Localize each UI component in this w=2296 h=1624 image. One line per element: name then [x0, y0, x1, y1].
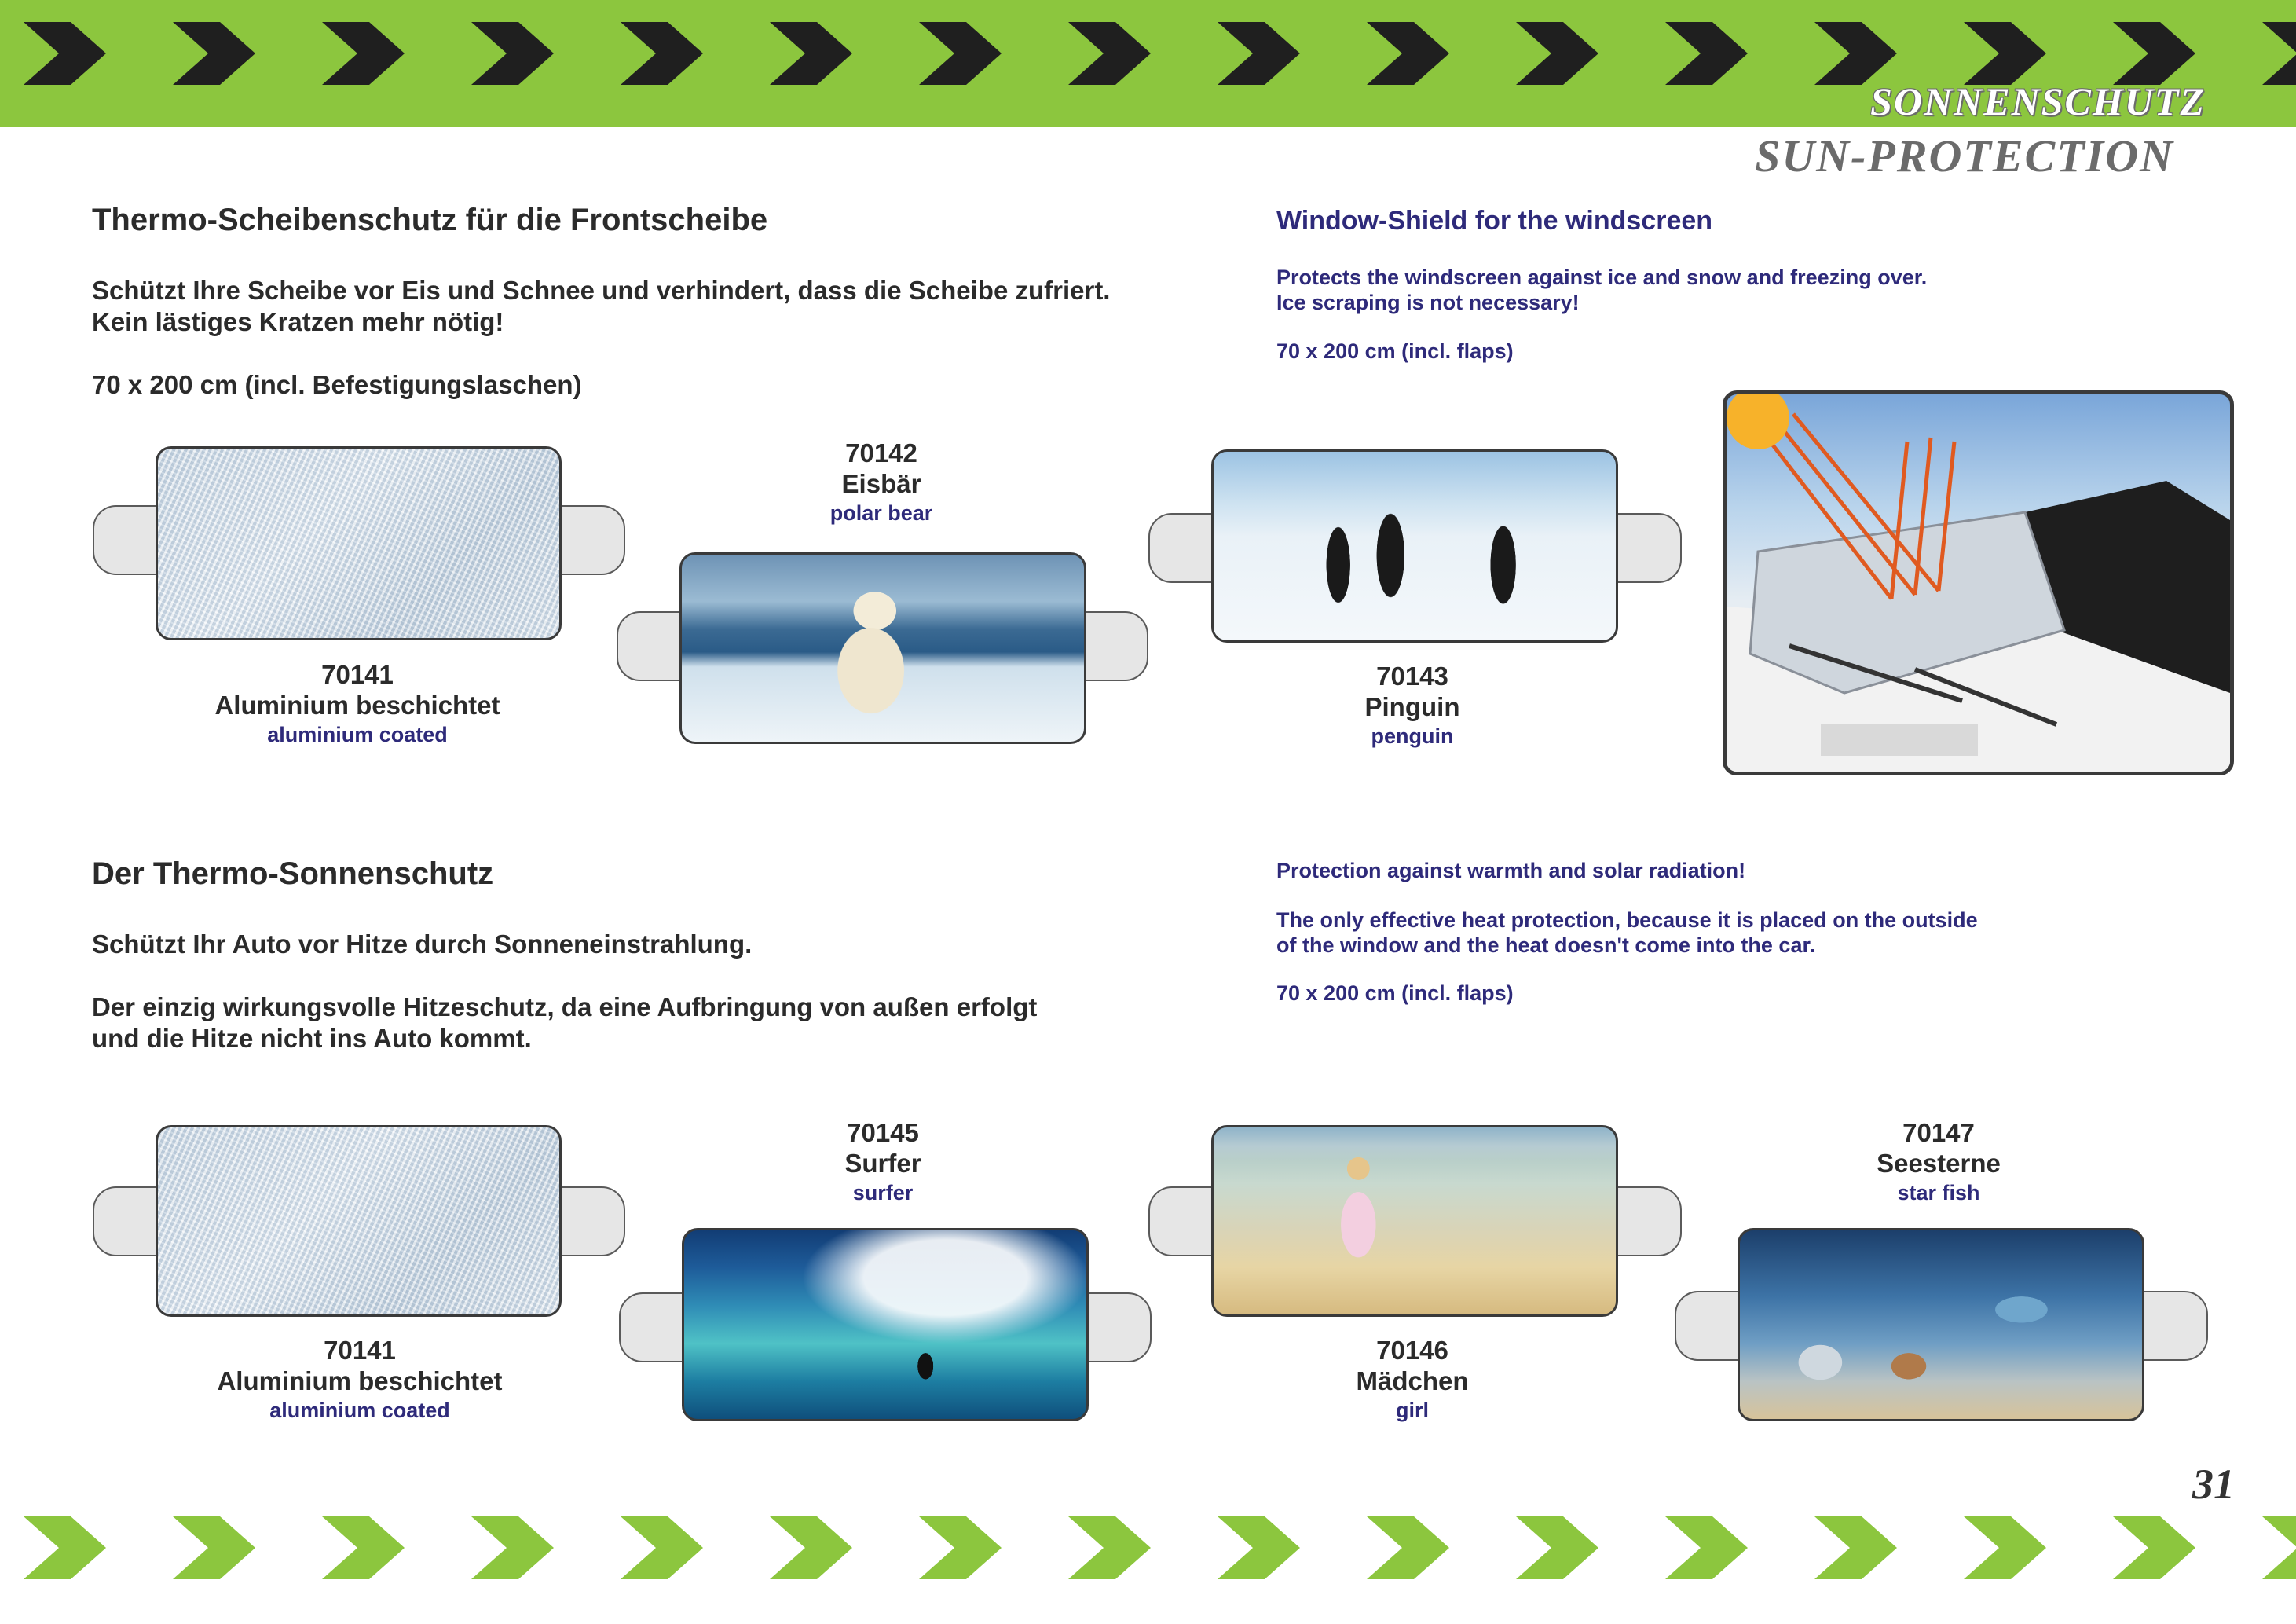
- chevron-shape: [1665, 1516, 1748, 1579]
- chevron-shape: [770, 1516, 852, 1579]
- chevron-shape: [621, 1516, 703, 1579]
- page-number: 31: [2192, 1461, 2235, 1508]
- chevron-shape: [1516, 22, 1598, 85]
- product-name-en: aluminium coated: [269, 1399, 450, 1422]
- section2-title-de: Der Thermo-Sonnenschutz: [92, 856, 494, 891]
- chevron-shape: [1367, 1516, 1449, 1579]
- section1-text-en-1: Protects the windscreen against ice and snow and freezing over.: [1276, 266, 1928, 289]
- product-name-en: surfer: [852, 1181, 914, 1204]
- chevron-shape: [173, 22, 255, 85]
- shield-image-surfer: [682, 1228, 1089, 1421]
- section2-text-en-2: The only effective heat protection, because it is placed on the outside: [1276, 908, 1978, 932]
- chevron-shape: [1218, 1516, 1300, 1579]
- chevron-shape: [919, 1516, 1002, 1579]
- product-name-en: penguin: [1371, 724, 1454, 748]
- shield-image-aluminium: [156, 1125, 562, 1317]
- product-caption-70141: [161, 660, 554, 748]
- section2-text-en-3: of the window and the heat doesn't come into the car.: [1276, 933, 1815, 957]
- product-name-en: girl: [1395, 1399, 1429, 1422]
- section2-size-en: 70 x 200 cm (incl. flaps): [1276, 981, 1514, 1005]
- chevron-shape: [2113, 1516, 2195, 1579]
- section1-text-de-1: Schützt Ihre Scheibe vor Eis und Schnee und verhindert, dass die Scheibe zufriert.: [92, 276, 1111, 305]
- product-number: 70141: [324, 1336, 396, 1365]
- section2-text-de-3: und die Hitze nicht ins Auto kommt.: [92, 1024, 532, 1053]
- product-name-de: Surfer: [844, 1149, 921, 1178]
- product-name-de: Eisbär: [841, 469, 921, 498]
- product-number: 70141: [321, 660, 394, 689]
- product-caption-70147: [1742, 1118, 2135, 1206]
- product-name-de: Mädchen: [1356, 1366, 1469, 1395]
- chevron-shape: [919, 22, 1002, 85]
- product-number: 70147: [1902, 1118, 1975, 1147]
- chevron-shape: [1814, 1516, 1897, 1579]
- chevron-shape: [1218, 22, 1300, 85]
- chevron-shape: [1068, 1516, 1151, 1579]
- chevron-shape: [2262, 22, 2296, 85]
- section2-text-de-2: Der einzig wirkungsvolle Hitzeschutz, da eine Aufbringung von außen erfolgt: [92, 992, 1038, 1021]
- section1-text-de-2: Kein lästiges Kratzen mehr nötig!: [92, 307, 504, 336]
- chevron-shape: [1964, 22, 2046, 85]
- section1-title-de: Thermo-Scheibenschutz für die Frontscheibe: [92, 203, 768, 237]
- product-caption-70141-b: [163, 1336, 556, 1424]
- chevron-shape: [322, 22, 405, 85]
- chevron-shape: [2113, 22, 2195, 85]
- chevron-shape: [1516, 1516, 1598, 1579]
- chevron-shape: [471, 22, 554, 85]
- section1-text-en-2: Ice scraping is not necessary!: [1276, 291, 1580, 314]
- product-name-de: Aluminium beschichtet: [217, 1366, 503, 1395]
- shield-image-penguin: [1211, 449, 1618, 643]
- chevron-shape: [471, 1516, 554, 1579]
- section1-size-en: 70 x 200 cm (incl. flaps): [1276, 339, 1514, 363]
- chevron-shape: [621, 22, 703, 85]
- chevron-shape: [1367, 22, 1449, 85]
- product-caption-70143: [1216, 662, 1609, 750]
- shield-image-aluminium: [156, 446, 562, 640]
- chevron-shape: [1814, 22, 1897, 85]
- chevron-shape: [322, 1516, 405, 1579]
- bottom-chevron-band: [0, 1510, 2296, 1624]
- product-number: 70143: [1376, 662, 1448, 691]
- section2-text-en-1: Protection against warmth and solar radiation!: [1276, 859, 1746, 882]
- product-name-de: Aluminium beschichtet: [214, 691, 500, 720]
- chevron-shape: [24, 22, 106, 85]
- chevron-shape: [24, 1516, 106, 1579]
- chevron-shape: [173, 1516, 255, 1579]
- shield-image-polar-bear: [679, 552, 1086, 744]
- product-caption-70145: [687, 1118, 1079, 1206]
- product-number: 70146: [1376, 1336, 1448, 1365]
- chevron-shape: [1665, 22, 1748, 85]
- product-number: 70142: [845, 438, 917, 467]
- product-name-en: aluminium coated: [267, 723, 448, 746]
- product-name-en: polar bear: [829, 501, 933, 525]
- product-caption-70142: [685, 438, 1078, 526]
- section1-size-de: 70 x 200 cm (incl. Befestigungslaschen): [92, 370, 582, 399]
- header-title-en: SUN-PROTECTION: [1755, 130, 2174, 181]
- header-title-de: SONNENSCHUTZ: [1870, 79, 2206, 123]
- product-name-de: Pinguin: [1364, 692, 1460, 721]
- section2-text-de-1: Schützt Ihr Auto vor Hitze durch Sonneneinstrahlung.: [92, 929, 753, 959]
- product-name-en: star fish: [1897, 1181, 1980, 1204]
- product-name-de: Seesterne: [1877, 1149, 2001, 1178]
- car-windscreen-photo: [1723, 390, 2234, 775]
- shield-image-star-fish: [1738, 1228, 2144, 1421]
- chevron-shape: [1964, 1516, 2046, 1579]
- chevron-shape: [770, 22, 852, 85]
- product-caption-70146: [1216, 1336, 1609, 1424]
- shield-image-girl: [1211, 1125, 1618, 1317]
- product-number: 70145: [847, 1118, 919, 1147]
- section1-title-en: Window-Shield for the windscreen: [1276, 206, 1713, 236]
- chevron-shape: [1068, 22, 1151, 85]
- chevron-shape: [2262, 1516, 2296, 1579]
